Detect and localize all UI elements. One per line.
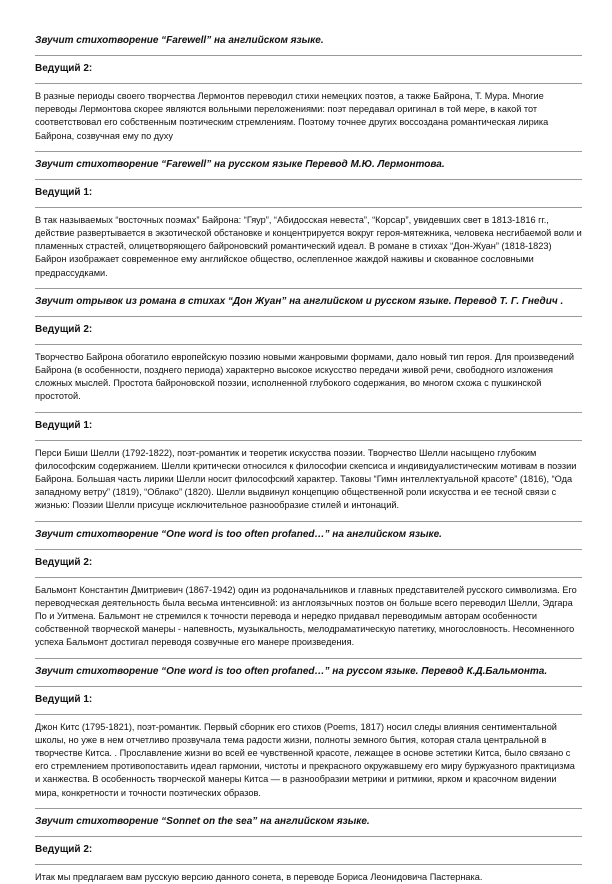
divider <box>35 344 582 345</box>
speaker-label: Ведущий 2: <box>35 843 93 855</box>
paragraph: Джон Китс (1795-1821), поэт-романтик. Первый сборник его стихов (Poems, 1817) носил следы влияния сентиментальной школы, но уже в нем отчетливо прозвучала тема радости жизни, полноты земного бытия, которая стала центральной в творчестве Китса. . Прославление жизни во всей ее чувственной красоте, лежащее в основе эстетики Китса, было связано с его стремлением противопоставить идеал гармонии, чистоты и прекрасного окружавшему его миру буржуазного практицизма и ханжества. В особенность творческой манеры Китса — в разнообразии метрики и ритмики, ярком и красочном видении мира, конкретности и точности поэтических образов. <box>35 721 575 798</box>
divider <box>35 864 582 865</box>
speaker-label: Ведущий 2: <box>35 556 93 568</box>
stage-direction: Звучит стихотворение “Farewell” на русском языке Перевод М.Ю. Лермонтова. <box>35 158 445 170</box>
stage-direction: Звучит стихотворение “One word is too often profaned…” на руссом языке. Перевод К.Д.Бальмонта. <box>35 665 548 677</box>
divider <box>35 179 582 180</box>
speaker-label: Ведущий 1: <box>35 186 93 198</box>
paragraph: Перси Биши Шелли (1792-1822), поэт-романтик и теоретик искусства поэзии. Творчество Шелли насыщено глубоким философским содержанием. Шелли критически относился к философии скепсиса и индивидуалистическим мотивам в поэзии Байрона. Большая часть лирики Шелли носит философский характер. Таковы “Гимн интеллектуальной красоте” (1816), “Ода западному ветру” (1819), “Облако” (1820). Шелли выдвинул концепцию общественной роли искусства и ее тесной связи с жизнью: Поэзии Шелли присуще исключительное разнообразие стилей и интонаций. <box>35 447 577 511</box>
speaker-label: Ведущий 2: <box>35 323 93 335</box>
divider <box>35 440 582 441</box>
divider <box>35 151 582 152</box>
divider <box>35 288 582 289</box>
divider <box>35 808 582 809</box>
divider <box>35 316 582 317</box>
stage-direction: Звучит стихотворение “One word is too often profaned…” на английском языке. <box>35 528 442 540</box>
divider <box>35 577 582 578</box>
stage-direction: Звучит отрывок из романа в стихах “Дон Жуан” на английском и русском языке. Перевод Т. Г. Гнедич . <box>35 295 564 307</box>
divider <box>35 686 582 687</box>
paragraph: В так называемых “восточных поэмах” Байрона: “Гяур”, “Абидосская невеста”, “Корсар”, увидевших свет в 1813-1816 гг., действие развертывается в экзотической обстановке и концентрируется вокруг героя-мятежника, человека несгибаемой воли и пламенных страстей, олицетворяющего байроновский романтический идеал. В романе в стихах “Дон-Жуан” (1818-1823) Байрон изображает современное ему английское общество, ослепленное жаждой наживы и скованное сословными предрассудками. <box>35 214 582 278</box>
paragraph: В разные периоды своего творчества Лермонтов переводил стихи немецких поэтов, а также Байрона, Т. Мура. Многие переводы Лермонтова скорее являются вольными переложениями: поэт передавал оригинал в той мере, в какой тот соответствовал его собственным поэтическим стремлениям. Поэтому точнее других воссоздана романтическая лирика Байрона, созвучная ему по духу <box>35 91 549 141</box>
divider <box>35 549 582 550</box>
paragraph: Итак мы предлагаем вам русскую версию данного сонета, в переводе Бориса Леонидовича Пастернака. <box>35 871 483 882</box>
divider <box>35 658 582 659</box>
speaker-label: Ведущий 2: <box>35 63 93 74</box>
stage-direction: Звучит стихотворение “Farewell” на английском языке. <box>35 35 324 46</box>
speaker-label: Ведущий 1: <box>35 419 93 431</box>
paragraph: Творчество Байрона обогатило европейскую поэзию новыми жанровыми формами, дало новый тип героя. Для произведений Байрона (в особенности, позднего периода) характерно высокое искусство передачи живой речи, свободного изложения сложных мыслей. Простота байроновской поэзии, исполненной глубокого содержания, во многом схожа с пушкинской простотой. <box>35 351 574 402</box>
divider <box>35 521 582 522</box>
speaker-label: Ведущий 1: <box>35 693 93 705</box>
divider <box>35 412 582 413</box>
divider <box>35 207 582 208</box>
paragraph: Бальмонт Константин Дмитриевич (1867-1942) один из родоначальников и главных представителей русского символизма. Его переводческая деятельность была весьма интенсивной: из англоязычных поэтов он больше всего переводил Шелли, Эдгара По и Уитмена. Бальмонт не стремился к точности перевода и нередко придавал переводимым авторам особенности собственной творческой манеры - напевность, музыкальность, мелодраматическую патетику, многословность. Несомненного успеха Бальмонт достигал переводя созвучные его манере произведения. <box>35 584 577 648</box>
stage-direction: Звучит стихотворение “Sonnet on the sea” на английском языке. <box>35 815 370 827</box>
divider <box>35 83 582 84</box>
divider <box>35 836 582 837</box>
divider <box>35 55 582 56</box>
divider <box>35 714 582 715</box>
